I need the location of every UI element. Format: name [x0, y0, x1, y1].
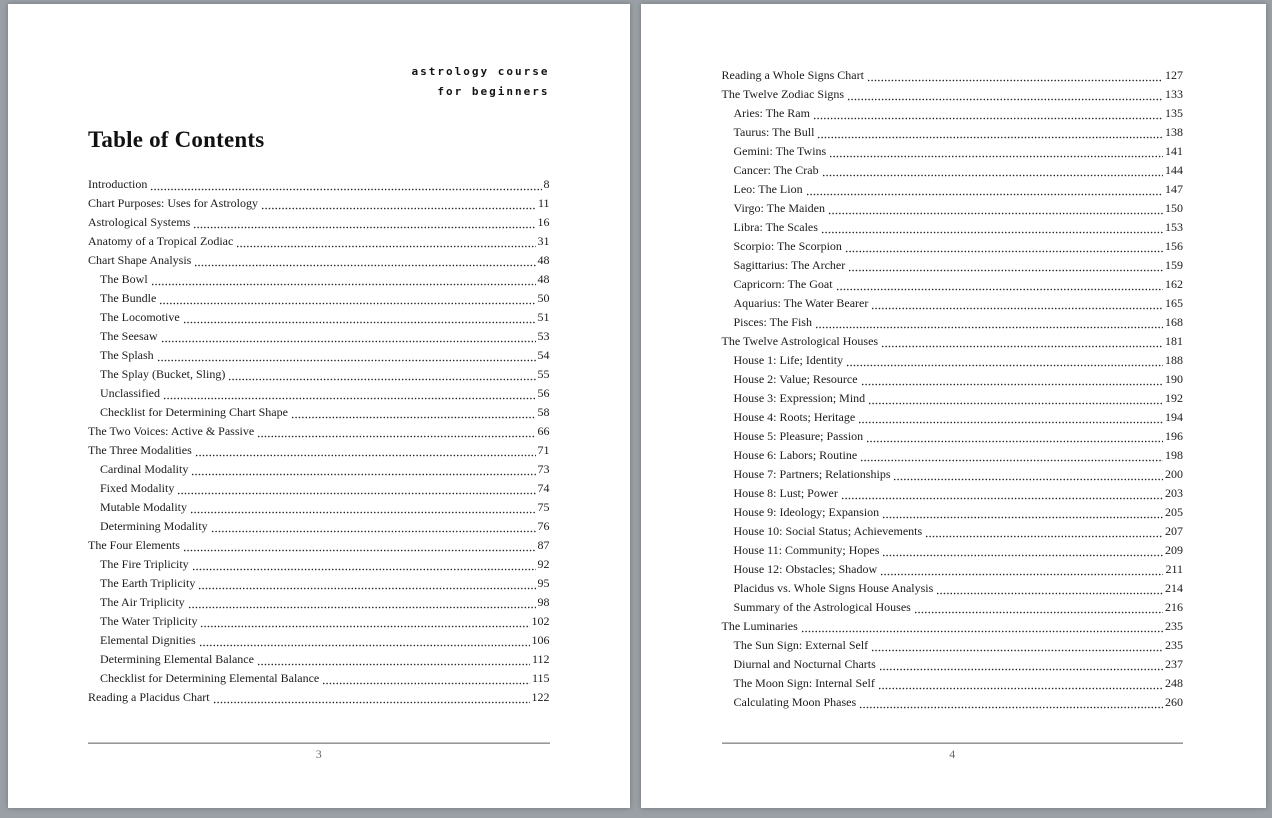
dot-leader	[871, 306, 1163, 310]
toc-entry-label: The Splash	[100, 348, 154, 362]
toc-entry-page-number: 144	[1165, 163, 1183, 177]
toc-entry-label: Anatomy of a Tropical Zodiac	[88, 234, 234, 248]
toc-entry-page-number: 135	[1165, 106, 1183, 120]
toc-entry-page-number: 48	[537, 253, 550, 267]
toc-entry[interactable]	[88, 536, 550, 555]
toc-entry[interactable]	[722, 275, 1184, 294]
document-header	[88, 62, 550, 102]
toc-entry-label: Virgo: The Maiden	[733, 201, 825, 215]
page-left	[8, 4, 630, 808]
toc-entry-page-number: 194	[1165, 410, 1183, 424]
toc-entry-page-number: 188	[1165, 353, 1183, 367]
toc-entry[interactable]	[722, 351, 1184, 370]
toc-entry-page-number: 181	[1165, 334, 1183, 348]
toc-entry[interactable]	[88, 422, 550, 441]
toc-entry-page-number: 248	[1165, 676, 1183, 690]
toc-entry[interactable]	[88, 365, 550, 384]
toc-entry[interactable]	[88, 346, 550, 365]
toc-entry[interactable]	[722, 294, 1184, 313]
dot-leader	[200, 624, 529, 628]
toc-entry-page-number: 71	[537, 443, 550, 457]
dot-leader	[878, 686, 1163, 690]
toc-entry-label: Determining Elemental Balance	[100, 652, 254, 666]
dot-leader	[813, 116, 1163, 120]
toc-entry-page-number: 192	[1165, 391, 1183, 405]
toc-entry-page-number: 54	[537, 348, 550, 362]
toc-entry-label: House 12: Obstacles; Shadow	[733, 562, 878, 576]
toc-entry-page-number: 150	[1165, 201, 1183, 215]
page-footer-left	[88, 742, 550, 761]
toc-entry-page-number: 55	[537, 367, 550, 381]
toc-entry-page-number: 216	[1165, 600, 1183, 614]
dot-leader	[882, 553, 1163, 557]
toc-entry[interactable]	[722, 560, 1184, 579]
toc-entry[interactable]	[88, 194, 550, 213]
toc-entry-label: House 5: Pleasure; Passion	[733, 429, 864, 443]
toc-entry-page-number: 237	[1165, 657, 1183, 671]
dot-leader	[914, 610, 1163, 614]
toc-entry-page-number: 31	[537, 234, 550, 248]
toc-entry-page-number: 11	[537, 196, 550, 210]
toc-entry-label: The Three Modalities	[88, 443, 192, 457]
toc-list-right	[722, 66, 1184, 712]
toc-entry[interactable]	[88, 593, 550, 612]
toc-entry-label: Scorpio: The Scorpion	[733, 239, 842, 253]
dot-leader	[159, 301, 535, 305]
toc-entry[interactable]	[88, 517, 550, 536]
toc-entry[interactable]	[722, 598, 1184, 617]
dot-leader	[866, 439, 1163, 443]
toc-entry[interactable]	[722, 503, 1184, 522]
toc-entry[interactable]	[722, 636, 1184, 655]
toc-entry-label: Taurus: The Bull	[733, 125, 815, 139]
toc-entry-label: The Bowl	[100, 272, 148, 286]
toc-entry[interactable]	[722, 674, 1184, 693]
dot-leader	[845, 249, 1163, 253]
toc-entry-label: Aries: The Ram	[733, 106, 810, 120]
toc-entry[interactable]	[722, 522, 1184, 541]
toc-entry-label: Calculating Moon Phases	[733, 695, 857, 709]
toc-entry[interactable]	[88, 308, 550, 327]
toc-entry[interactable]	[722, 579, 1184, 598]
dot-leader	[151, 282, 536, 286]
toc-entry-page-number: 203	[1165, 486, 1183, 500]
toc-entry-page-number: 235	[1165, 619, 1183, 633]
toc-entry-label: Reading a Whole Signs Chart	[721, 68, 864, 82]
toc-entry-label: The Earth Triplicity	[100, 576, 196, 590]
toc-entry-label: Sagittarius: The Archer	[733, 258, 846, 272]
toc-entry-label: Determining Modality	[100, 519, 208, 533]
toc-entry-page-number: 168	[1165, 315, 1183, 329]
dot-leader	[881, 344, 1163, 348]
toc-entry-label: The Twelve Astrological Houses	[721, 334, 879, 348]
toc-entry-label: Elemental Dignities	[100, 633, 196, 647]
toc-entry-label: Unclassified	[100, 386, 160, 400]
toc-entry[interactable]	[722, 693, 1184, 712]
toc-entry-page-number: 51	[537, 310, 550, 324]
toc-entry-label: Reading a Placidus Chart	[88, 690, 210, 704]
toc-entry-page-number: 58	[537, 405, 550, 419]
dot-leader	[195, 453, 536, 457]
dot-leader	[867, 78, 1163, 82]
toc-entry-page-number: 159	[1165, 258, 1183, 272]
toc-entry-label: Fixed Modality	[100, 481, 175, 495]
dot-leader	[821, 230, 1163, 234]
toc-entry-page-number: 198	[1165, 448, 1183, 462]
toc-entry-label: The Four Elements	[88, 538, 180, 552]
toc-entry[interactable]	[88, 384, 550, 403]
toc-entry[interactable]	[88, 441, 550, 460]
toc-entry[interactable]	[722, 408, 1184, 427]
toc-entry-label: The Sun Sign: External Self	[733, 638, 869, 652]
toc-entry[interactable]	[722, 85, 1184, 104]
toc-entry[interactable]	[722, 123, 1184, 142]
toc-entry-label: Leo: The Lion	[733, 182, 803, 196]
dot-leader	[828, 211, 1163, 215]
dot-leader	[871, 648, 1163, 652]
toc-entry[interactable]	[722, 142, 1184, 161]
toc-entry-page-number: 205	[1165, 505, 1183, 519]
toc-entry-label: Astrological Systems	[88, 215, 191, 229]
toc-entry[interactable]	[88, 213, 550, 232]
toc-entry-label: The Twelve Zodiac Signs	[721, 87, 845, 101]
toc-entry-label: The Locomotive	[100, 310, 180, 324]
toc-entry-page-number: 165	[1165, 296, 1183, 310]
toc-entry-page-number: 95	[537, 576, 550, 590]
dot-leader	[847, 97, 1163, 101]
toc-entry-page-number: 74	[537, 481, 550, 495]
toc-entry-page-number: 260	[1165, 695, 1183, 709]
toc-entry-label: Gemini: The Twins	[733, 144, 827, 158]
toc-entry-page-number: 75	[537, 500, 550, 514]
toc-entry-label: Cardinal Modality	[100, 462, 189, 476]
toc-entry-label: Introduction	[88, 177, 148, 191]
dot-leader	[860, 458, 1163, 462]
toc-entry[interactable]	[88, 650, 550, 669]
toc-entry[interactable]	[722, 332, 1184, 351]
toc-entry-page-number: 8	[543, 177, 550, 191]
toc-entry[interactable]	[88, 460, 550, 479]
toc-entry[interactable]	[88, 555, 550, 574]
dot-leader	[815, 325, 1163, 329]
dot-leader	[841, 496, 1163, 500]
dot-leader	[177, 491, 535, 495]
dot-leader	[228, 377, 535, 381]
dot-leader	[163, 396, 536, 400]
toc-entry-page-number: 112	[531, 652, 550, 666]
toc-entry-label: House 1: Life; Identity	[733, 353, 844, 367]
toc-entry-label: Chart Purposes: Uses for Astrology	[88, 196, 258, 210]
toc-entry-label: Checklist for Determining Elemental Balance	[100, 671, 320, 685]
toc-entry-label: Pisces: The Fish	[733, 315, 812, 329]
toc-entry-label: Checklist for Determining Chart Shape	[100, 405, 288, 419]
dot-leader	[257, 434, 535, 438]
toc-entry-label: The Luminaries	[721, 619, 798, 633]
toc-list-left	[88, 175, 550, 707]
toc-entry-label: The Moon Sign: Internal Self	[733, 676, 875, 690]
toc-entry-label: Chart Shape Analysis	[88, 253, 192, 267]
toc-entry-page-number: 106	[531, 633, 550, 647]
toc-entry-page-number: 141	[1165, 144, 1183, 158]
toc-entry-page-number: 207	[1165, 524, 1183, 538]
dot-leader	[150, 187, 541, 191]
toc-entry-page-number: 73	[537, 462, 550, 476]
dot-leader	[198, 586, 535, 590]
toc-entry-page-number: 235	[1165, 638, 1183, 652]
toc-entry[interactable]	[88, 327, 550, 346]
toc-entry-label: House 2: Value; Resource	[733, 372, 858, 386]
toc-entry-label: Cancer: The Crab	[733, 163, 819, 177]
toc-entry[interactable]	[88, 688, 550, 707]
dot-leader	[194, 263, 535, 267]
toc-entry-label: Capricorn: The Goat	[733, 277, 833, 291]
toc-entry-page-number: 53	[537, 329, 550, 343]
dot-leader	[859, 705, 1163, 709]
toc-entry-label: Aquarius: The Water Bearer	[733, 296, 869, 310]
toc-entry-page-number: 200	[1165, 467, 1183, 481]
dot-leader	[861, 382, 1163, 386]
dot-leader	[322, 681, 530, 685]
header-line-1: astrology course	[411, 65, 550, 78]
toc-entry-page-number: 190	[1165, 372, 1183, 386]
dot-leader	[879, 667, 1163, 671]
dot-leader	[188, 605, 536, 609]
toc-entry[interactable]	[722, 465, 1184, 484]
toc-entry-label: House 9: Ideology; Expansion	[733, 505, 880, 519]
toc-entry[interactable]	[722, 541, 1184, 560]
toc-entry[interactable]	[722, 370, 1184, 389]
toc-entry-label: Diurnal and Nocturnal Charts	[733, 657, 876, 671]
toc-entry-page-number: 214	[1165, 581, 1183, 595]
dot-leader	[183, 548, 536, 552]
footer-rule	[722, 742, 1184, 744]
dot-leader	[817, 135, 1163, 139]
toc-entry[interactable]	[722, 66, 1184, 85]
dot-leader	[211, 529, 536, 533]
toc-entry-page-number: 122	[531, 690, 550, 704]
toc-entry-page-number: 66	[537, 424, 550, 438]
toc-entry[interactable]	[88, 498, 550, 517]
toc-entry-page-number: 138	[1165, 125, 1183, 139]
dot-leader	[829, 154, 1163, 158]
toc-entry[interactable]	[722, 313, 1184, 332]
dot-leader	[858, 420, 1163, 424]
toc-entry[interactable]	[88, 289, 550, 308]
dot-leader	[191, 472, 535, 476]
toc-entry[interactable]	[88, 479, 550, 498]
toc-entry-label: House 8: Lust; Power	[733, 486, 838, 500]
toc-entry-label: Mutable Modality	[100, 500, 187, 514]
dot-leader	[836, 287, 1163, 291]
toc-entry-page-number: 92	[537, 557, 550, 571]
dot-leader	[848, 268, 1163, 272]
dot-leader	[880, 572, 1163, 576]
toc-entry-page-number: 162	[1165, 277, 1183, 291]
toc-entry[interactable]	[88, 612, 550, 631]
toc-entry-label: The Splay (Bucket, Sling)	[100, 367, 226, 381]
dot-leader	[291, 415, 536, 419]
header-line-2: for beginners	[437, 85, 550, 98]
toc-entry-label: Summary of the Astrological Houses	[733, 600, 911, 614]
toc-entry-page-number: 209	[1165, 543, 1183, 557]
toc-entry-page-number: 76	[537, 519, 550, 533]
dot-leader	[801, 629, 1163, 633]
toc-entry[interactable]	[722, 427, 1184, 446]
toc-entry[interactable]	[88, 669, 550, 688]
toc-entry-page-number: 196	[1165, 429, 1183, 443]
toc-entry-label: Placidus vs. Whole Signs House Analysis	[733, 581, 934, 595]
dot-leader	[868, 401, 1163, 405]
footer-page-number: 4	[949, 747, 956, 761]
toc-entry-label: The Fire Triplicity	[100, 557, 189, 571]
toc-entry[interactable]	[88, 175, 550, 194]
toc-entry-page-number: 153	[1165, 220, 1183, 234]
dot-leader	[161, 339, 536, 343]
dot-leader	[183, 320, 536, 324]
dot-leader	[190, 510, 536, 514]
toc-entry[interactable]	[88, 270, 550, 289]
toc-entry[interactable]	[722, 180, 1184, 199]
dot-leader	[236, 244, 535, 248]
toc-entry[interactable]	[722, 104, 1184, 123]
toc-entry[interactable]	[88, 631, 550, 650]
toc-entry-label: House 10: Social Status; Achievements	[733, 524, 923, 538]
dot-leader	[882, 515, 1163, 519]
toc-entry[interactable]	[722, 389, 1184, 408]
dot-leader	[261, 206, 536, 210]
dot-leader	[193, 225, 535, 229]
dot-leader	[936, 591, 1163, 595]
toc-entry-label: House 7: Partners; Relationships	[733, 467, 891, 481]
toc-entry-label: Libra: The Scales	[733, 220, 818, 234]
dot-leader	[192, 567, 536, 571]
toc-entry[interactable]	[722, 218, 1184, 237]
toc-entry-page-number: 56	[537, 386, 550, 400]
toc-entry-page-number: 115	[531, 671, 550, 685]
dot-leader	[806, 192, 1163, 196]
toc-entry-label: House 4: Roots; Heritage	[733, 410, 856, 424]
dot-leader	[822, 173, 1163, 177]
footer-page-number: 3	[315, 747, 322, 761]
footer-rule	[88, 742, 550, 744]
dot-leader	[157, 358, 536, 362]
toc-entry-page-number: 50	[537, 291, 550, 305]
dot-leader	[893, 477, 1163, 481]
toc-entry-label: The Bundle	[100, 291, 157, 305]
toc-entry[interactable]	[722, 617, 1184, 636]
toc-entry[interactable]	[722, 237, 1184, 256]
toc-entry-page-number: 211	[1165, 562, 1183, 576]
dot-leader	[257, 662, 530, 666]
toc-entry-label: House 11: Community; Hopes	[733, 543, 880, 557]
toc-entry[interactable]	[722, 256, 1184, 275]
toc-entry-page-number: 48	[537, 272, 550, 286]
toc-entry-page-number: 102	[531, 614, 550, 628]
toc-entry[interactable]	[722, 199, 1184, 218]
page-title: Table of Contents	[88, 127, 265, 152]
toc-entry[interactable]	[88, 403, 550, 422]
dot-leader	[846, 363, 1163, 367]
toc-entry[interactable]	[722, 655, 1184, 674]
toc-entry[interactable]	[88, 232, 550, 251]
toc-entry-page-number: 16	[537, 215, 550, 229]
toc-entry-label: The Water Triplicity	[100, 614, 198, 628]
page-right	[641, 4, 1267, 808]
dot-leader	[199, 643, 530, 647]
toc-entry-label: House 3: Expression; Mind	[733, 391, 866, 405]
toc-entry-page-number: 127	[1165, 68, 1183, 82]
toc-entry-label: The Two Voices: Active & Passive	[88, 424, 255, 438]
toc-entry[interactable]	[722, 484, 1184, 503]
toc-entry-label: The Seesaw	[100, 329, 158, 343]
dot-leader	[925, 534, 1163, 538]
toc-entry[interactable]	[722, 446, 1184, 465]
page-footer-right	[722, 742, 1184, 761]
toc-entry-label: The Air Triplicity	[100, 595, 185, 609]
toc-entry-label: House 6: Labors; Routine	[733, 448, 858, 462]
toc-entry-page-number: 87	[537, 538, 550, 552]
toc-entry[interactable]	[88, 574, 550, 593]
toc-entry-page-number: 133	[1165, 87, 1183, 101]
dot-leader	[213, 700, 530, 704]
toc-entry[interactable]	[88, 251, 550, 270]
toc-entry-page-number: 156	[1165, 239, 1183, 253]
toc-entry[interactable]	[722, 161, 1184, 180]
toc-entry-page-number: 98	[537, 595, 550, 609]
toc-entry-page-number: 147	[1165, 182, 1183, 196]
